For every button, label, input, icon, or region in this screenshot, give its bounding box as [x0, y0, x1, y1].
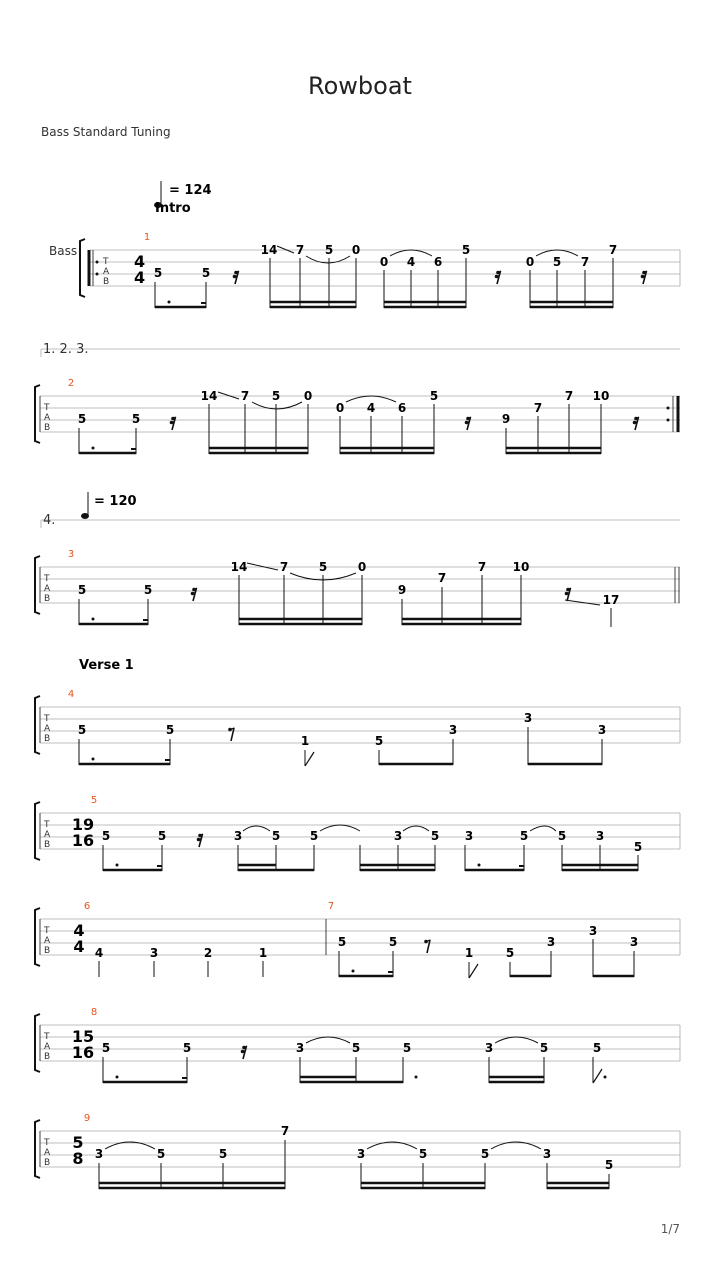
fret-number: 3 — [233, 829, 243, 843]
fret-number: 3 — [464, 829, 474, 843]
fret-number: 17 — [602, 593, 620, 607]
fret-group-2 — [78, 389, 610, 426]
fret-number: 5 — [201, 266, 211, 280]
fret-number: 5 — [519, 829, 529, 843]
articulations-3 — [247, 563, 356, 580]
time-sig-num: 4 — [73, 921, 85, 940]
articulations-7 — [306, 1037, 538, 1043]
tab-letter-b: B — [44, 1052, 51, 1062]
fret-number: 5 — [153, 266, 163, 280]
fret-number: 5 — [157, 829, 167, 843]
fret-number: 5 — [318, 560, 328, 574]
tab-letter-t: T — [44, 820, 50, 830]
volta-1-2-3 — [41, 342, 680, 357]
eighth-rest — [424, 940, 430, 953]
fret-number: 0 — [351, 243, 361, 257]
fret-number: 5 — [271, 829, 281, 843]
fret-number: 2 — [203, 946, 213, 960]
sixteenth-rest — [641, 271, 647, 284]
stems-8 — [99, 1140, 609, 1189]
fret-number: 5 — [309, 829, 319, 843]
fret-group-4 — [78, 711, 606, 748]
fret-number: 5 — [77, 412, 87, 426]
fret-number: 5 — [430, 829, 440, 843]
tab-letter-t: T — [44, 1138, 50, 1148]
fret-number: 0 — [357, 560, 367, 574]
fret-number: 7 — [477, 560, 487, 574]
tab-letter-a: A — [103, 267, 110, 277]
tab-letter-t: T — [44, 926, 50, 936]
tab-letter-t: T — [44, 714, 50, 724]
fret-number: 5 — [182, 1041, 192, 1055]
stems-4 — [79, 727, 602, 766]
time-sig-den: 16 — [71, 1043, 95, 1062]
page-number: 1/7 — [660, 1222, 680, 1236]
time-sig-den: 16 — [71, 831, 95, 850]
sixteenth-rest — [565, 588, 571, 601]
fret-number: 7 — [533, 401, 543, 415]
fret-number: 7 — [564, 389, 574, 403]
fret-number: 10 — [592, 389, 610, 403]
fret-group-1 — [154, 243, 617, 280]
fret-number: 1 — [300, 734, 310, 748]
fret-number: 3 — [629, 935, 639, 949]
ending-label: 1. 2. 3. — [43, 342, 89, 357]
fret-number: 5 — [101, 1041, 111, 1055]
fret-number: 5 — [539, 1041, 549, 1055]
fret-number: 6 — [397, 401, 407, 415]
tab-letter-t: T — [44, 574, 50, 584]
tab-letter-b: B — [44, 423, 51, 433]
time-sig-den: 4 — [134, 268, 146, 287]
tab-letter-a: A — [44, 1148, 51, 1158]
measure-number-1: 1 — [143, 232, 151, 243]
fret-number: 5 — [592, 1041, 602, 1055]
tab-letter-a: A — [44, 830, 51, 840]
fret-number: 4 — [406, 255, 416, 269]
sixteenth-rest — [633, 417, 639, 430]
staff-system-6 — [35, 908, 680, 966]
fret-number: 0 — [525, 255, 535, 269]
fret-group-5 — [102, 829, 566, 843]
fret-number: 3 — [94, 1147, 104, 1161]
slide-line — [565, 600, 600, 605]
sixteenth-rest — [241, 1046, 247, 1059]
fret-number: 5 — [77, 583, 87, 597]
tab-letter-b: B — [44, 946, 51, 956]
fret-number: 0 — [303, 389, 313, 403]
fret-number: 9 — [397, 583, 407, 597]
measure-number-7: 7 — [327, 901, 335, 912]
fret-number: 3 — [149, 946, 159, 960]
tab-letter-a: A — [44, 1042, 51, 1052]
measure-number-9: 9 — [83, 1113, 91, 1124]
sixteenth-rest — [197, 834, 203, 847]
fret-number: 7 — [279, 560, 289, 574]
sixteenth-rest — [233, 271, 239, 284]
sixteenth-rest — [495, 271, 501, 284]
fret-number: 7 — [280, 1124, 290, 1138]
section-label-verse: Verse 1 — [79, 658, 134, 673]
fret-number: 14 — [260, 243, 278, 257]
fret-number: 3 — [523, 711, 533, 725]
fret-number: 5 — [131, 412, 141, 426]
fret-number: 5 — [156, 1147, 166, 1161]
sixteenth-rest — [191, 588, 197, 601]
time-sig-num: 4 — [134, 252, 146, 271]
volta-4 — [41, 513, 680, 528]
fret-number: 5 — [633, 840, 643, 854]
eighth-rest — [228, 728, 234, 741]
fret-number: 1 — [464, 946, 474, 960]
measure-number-6: 6 — [83, 901, 91, 912]
measure-number-2: 2 — [67, 378, 75, 389]
fret-number: 3 — [542, 1147, 552, 1161]
fret-number: 5 — [143, 583, 153, 597]
time-sig-den: 8 — [72, 1149, 84, 1168]
tempo-text-120: = 120 — [94, 494, 137, 509]
fret-number: 6 — [433, 255, 443, 269]
time-sig-num: 5 — [72, 1133, 84, 1152]
fret-number: 7 — [608, 243, 618, 257]
song-title: Rowboat — [308, 72, 412, 100]
fret-number: 5 — [402, 1041, 412, 1055]
time-sig-num: 19 — [71, 815, 95, 834]
fret-number: 5 — [429, 389, 439, 403]
tab-letter-t: T — [44, 1032, 50, 1042]
fret-number: 5 — [418, 1147, 428, 1161]
section-label-intro: Intro — [155, 201, 191, 216]
fret-number: 5 — [388, 935, 398, 949]
tab-letter-b: B — [44, 594, 51, 604]
fret-number: 3 — [393, 829, 403, 843]
tab-letter-b: B — [44, 1158, 51, 1168]
fret-number: 5 — [271, 389, 281, 403]
fret-number: 3 — [546, 935, 556, 949]
fret-number: 7 — [295, 243, 305, 257]
staff-system-5 — [35, 802, 680, 860]
measure-number-5: 5 — [90, 795, 98, 806]
tab-letter-a: A — [44, 413, 51, 423]
fret-number: 7 — [240, 389, 250, 403]
tab-letter-t: T — [103, 257, 109, 267]
staff-system-4 — [35, 696, 680, 754]
fret-number: 5 — [505, 946, 515, 960]
tab-letter-a: A — [44, 936, 51, 946]
sixteenth-rest — [465, 417, 471, 430]
fret-number: 5 — [480, 1147, 490, 1161]
fret-number: 3 — [484, 1041, 494, 1055]
tempo-text-124: = 124 — [169, 183, 212, 198]
fret-number: 5 — [101, 829, 111, 843]
fret-number: 4 — [366, 401, 376, 415]
ending-label: 4. — [43, 513, 56, 528]
fret-number: 4 — [94, 946, 104, 960]
time-sig-num: 15 — [71, 1027, 95, 1046]
fret-number: 0 — [335, 401, 345, 415]
fret-number: 5 — [374, 734, 384, 748]
tab-letter-b: B — [103, 277, 110, 287]
fret-number: 5 — [218, 1147, 228, 1161]
tab-letter-t: T — [44, 403, 50, 413]
fret-number: 5 — [557, 829, 567, 843]
fret-number: 3 — [597, 723, 607, 737]
tuning-label: Bass Standard Tuning — [41, 125, 171, 139]
fret-number: 5 — [165, 723, 175, 737]
fret-number: 5 — [552, 255, 562, 269]
fret-number: 10 — [512, 560, 530, 574]
fret-number: 5 — [461, 243, 471, 257]
fret-number: 3 — [448, 723, 458, 737]
fret-number: 9 — [501, 412, 511, 426]
tempo-mark-2 — [81, 492, 137, 519]
fret-number: 7 — [437, 571, 447, 585]
fret-number: 3 — [588, 924, 598, 938]
tab-letter-a: A — [44, 584, 51, 594]
sixteenth-rest — [170, 417, 176, 430]
fret-number: 14 — [230, 560, 248, 574]
measure-number-8: 8 — [90, 1007, 98, 1018]
fret-number: 5 — [77, 723, 87, 737]
fret-number: 3 — [356, 1147, 366, 1161]
measure-number-4: 4 — [67, 689, 75, 700]
fret-number: 5 — [604, 1158, 614, 1172]
fret-number: 3 — [595, 829, 605, 843]
fret-number: 5 — [351, 1041, 361, 1055]
measure-number-3: 3 — [67, 549, 75, 560]
tab-letter-a: A — [44, 724, 51, 734]
fret-number: 7 — [580, 255, 590, 269]
fret-number: 5 — [324, 243, 334, 257]
fret-number: 5 — [337, 935, 347, 949]
tab-letter-b: B — [44, 840, 51, 850]
instrument-label: Bass — [49, 244, 78, 258]
tab-letter-b: B — [44, 734, 51, 744]
fret-number: 14 — [200, 389, 218, 403]
fret-number: 0 — [379, 255, 389, 269]
fret-number: 1 — [258, 946, 268, 960]
stems-3 — [79, 575, 611, 627]
time-sig-den: 4 — [73, 937, 85, 956]
fret-group-7 — [102, 1041, 601, 1055]
fret-number: 3 — [295, 1041, 305, 1055]
